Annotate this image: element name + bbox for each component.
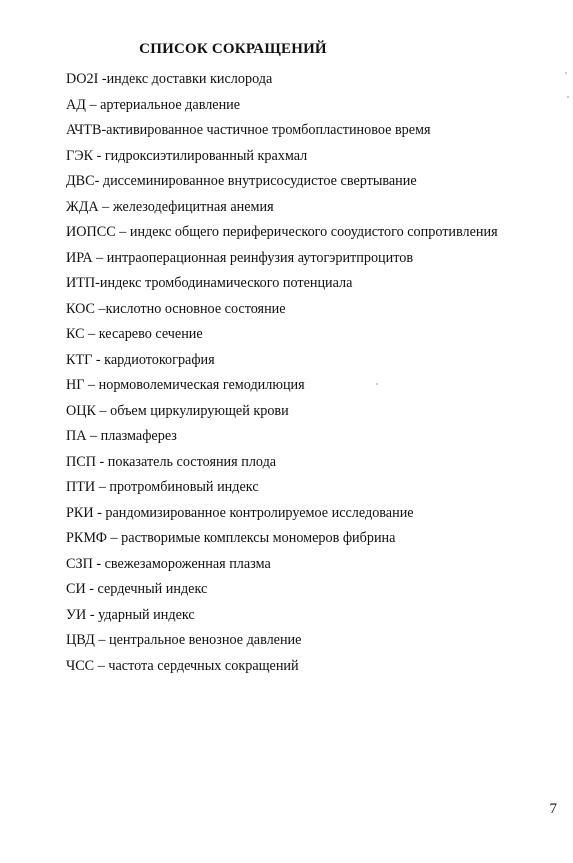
abbreviation-item: НГ – нормоволемическая гемодилюция [66,377,305,393]
abbreviation-item: ИРА – интраоперационная реинфузия аутогэритпроцитов [66,249,414,266]
abbreviation-item: АЧТВ-активированное частичное тромбопластиновое время [66,122,431,138]
abbreviation-item: КОС –кислотно основное состояние [66,300,286,317]
scan-speck [567,96,569,98]
abbreviation-item: ДВС- диссеминированное внутрисосудистое свертывание [66,173,417,189]
abbreviation-item: АД – артериальное давление [66,96,241,113]
abbreviation-item: DO2I -индекс доставки кислорода [66,71,273,87]
abbreviation-item: ИОПСС – индекс общего периферического сооудистого сопротивления [66,224,498,240]
abbreviation-item: ЧСС – частота сердечных сокращений [66,657,299,674]
abbreviation-item: СИ - сердечный индекс [66,581,208,597]
abbreviation-item: ИТП-индекс тромбодинамического потенциала [66,275,353,291]
abbreviation-item: ПСП - показатель состояния плода [66,453,277,470]
scan-speck [565,72,567,74]
page-number: 7 [549,801,557,817]
abbreviation-item: УИ - ударный индекс [66,606,195,623]
abbreviation-item: ПТИ – протромбиновый индекс [66,479,259,495]
abbreviation-list [66,71,498,683]
abbreviation-item: РКМФ – растворимые комплексы мономеров фибрина [66,530,396,546]
page-title: СПИСОК СОКРАЩЕНИЙ [139,41,327,57]
abbreviation-item: ЦВД – центральное венозное давление [66,632,302,648]
abbreviation-item: ЖДА – железодефицитная анемия [66,198,274,215]
abbreviation-item: ГЭК - гидроксиэтилированный крахмал [66,147,308,164]
scan-speck [376,383,378,385]
abbreviation-item: ПА – плазмаферез [66,428,177,444]
abbreviation-item: СЗП - свежезамороженная плазма [66,555,271,572]
abbreviation-item: ОЦК – объем циркулирующей крови [66,402,289,419]
abbreviation-item: РКИ - рандомизированное контролируемое исследование [66,504,414,521]
abbreviation-item: КТГ - кардиотокография [66,351,215,368]
abbreviation-item: КС – кесарево сечение [66,326,203,342]
